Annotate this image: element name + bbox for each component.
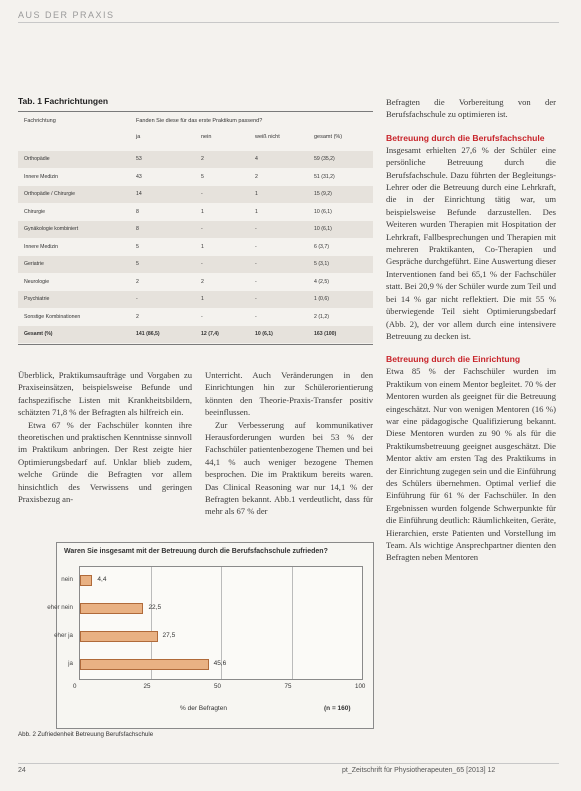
table-cell: Psychiatrie (24, 296, 50, 302)
section-heading: Betreuung durch die Berufsfachschule (386, 132, 545, 143)
footer-rule (18, 763, 559, 764)
table-cell: 1 (201, 296, 204, 302)
table-cell: Gynäkologie kombiniert (24, 226, 79, 232)
table-cell: 141 (86,5) (136, 331, 160, 337)
table-row (18, 274, 373, 291)
table-cell: 5 (3,1) (314, 261, 329, 267)
table-cell: 1 (255, 191, 258, 197)
table-cell: - (255, 243, 257, 250)
table-cell: 2 (255, 173, 258, 180)
paragraph: Unterricht. Auch Veränderungen in den Einrichtungen hin zur Schülerorientierung könnten den Theorie-Praxis-Transfer positiv beeinflussen. (205, 370, 373, 418)
chart-n-label: (n = 160) (324, 705, 351, 712)
table-question: Fanden Sie diese für das erste Praktikum passend? (136, 118, 263, 124)
table-top-rule (18, 111, 373, 112)
text-column-right (386, 96, 556, 564)
chart-value-label: 4,4 (97, 576, 107, 583)
page-number: 24 (18, 767, 26, 774)
chart-x-tick: 50 (214, 683, 221, 690)
chart-gridline (292, 567, 293, 679)
table-bottom-rule (18, 344, 373, 345)
table-cell: 43 (136, 173, 142, 180)
table-cell: - (201, 313, 203, 320)
figure-caption: Abb. 2 Zufriedenheit Betreuung Berufsfachschule (18, 731, 154, 738)
paragraph: Befragten die Vorbereitung von der Berufsfachschule zu optimieren ist. (386, 97, 556, 120)
table-row (18, 326, 373, 343)
table-title: Tab. 1 Fachrichtungen (18, 96, 109, 106)
table-cell: Orthopädie / Chirurgie (24, 191, 76, 197)
table-cell: 2 (136, 313, 139, 320)
table-row (18, 186, 373, 203)
table-cell: - (255, 278, 257, 285)
paragraph: Insgesamt erhielten 27,6 % der Schüler eine persönliche Betreuung durch die Berufsfachschule. Dazu führten der Begleitungs-Lehrer oder die Betreuung durch eine Lehrkraft, die in der Einrichtung tätig war, um beispielsweise Befunde darzustellen. Des Weiteren wurden Therapien mit Hospitation der Lehrkraft, Fallbesprechungen und Therapien mit mehreren Praktikanten, Co-Therapien und Gespräche durchgeführt. Eine Auswertung dieser Interventionen fand bei 65,1 % der Fachschüler statt. Bei 20,9 % der Schüler wurde zum Teil und bei 14 % gar nicht reflektiert. Die mit 55 % überwiegende Teil sieht Optimierungsbedarf (Abb. 2), der vor allem durch eine intensivere Betreuung zu decken ist. (386, 144, 556, 341)
table-row (18, 309, 373, 326)
chart-category-label: eher ja (54, 632, 73, 639)
table-cell: 6 (3,7) (314, 243, 329, 250)
table-row (18, 256, 373, 273)
chart-value-label: 22,5 (148, 604, 162, 611)
text-column-left (18, 369, 192, 505)
chart-x-tick: 100 (355, 683, 366, 690)
chart-x-tick: 75 (284, 683, 292, 690)
table-cell: 1 (201, 243, 204, 250)
section-heading: Betreuung durch die Einrichtung (386, 354, 521, 365)
chart-bar (80, 631, 158, 642)
table-header-label: Fachrichtung (24, 118, 56, 124)
table-cell: 2 (201, 278, 204, 285)
table-cell: 1 (201, 208, 204, 215)
table-cell: 4 (255, 156, 258, 162)
header-rule (18, 22, 559, 23)
table-cell: 4 (2,5) (314, 278, 329, 285)
table-cell: - (201, 261, 203, 267)
chart-title: Waren Sie insgesamt mit der Betreuung durch die Berufsfachschule zufrieden? (64, 548, 328, 555)
running-header: AUS DER PRAXIS (18, 10, 115, 20)
journal-footer: pt_Zeitschrift für Physiotherapeuten_65 [2013] 12 (342, 767, 496, 774)
table-cell: - (201, 191, 203, 197)
table-cell: 8 (136, 226, 139, 232)
table-col-header: weiß nicht (255, 134, 280, 140)
table-row (18, 239, 373, 256)
table-cell: Orthopädie (24, 156, 50, 162)
chart-category-label: nein (61, 576, 73, 583)
table-cell: Sonstige Kombinationen (24, 313, 81, 320)
table-cell: 14 (136, 191, 142, 197)
table-col-header: ja (136, 134, 141, 140)
table-cell: 10 (6,1) (314, 226, 332, 232)
table-cell: Gesamt (%) (24, 331, 53, 337)
chart-category-label: eher nein (47, 604, 73, 611)
chart-x-label: % der Befragten (180, 705, 227, 712)
table-cell: 15 (9,2) (314, 191, 332, 197)
paragraph: Überblick, Praktikumsaufträge und Vorgaben zu Praxiseinsätzen, beispielsweise Befunde und fachspezifische Listen mit Krankheitsbildern, schätzten 71,8 % der Befragten als hilfreich ein. (18, 370, 192, 418)
table-cell: 59 (35,2) (314, 156, 335, 162)
paragraph: Etwa 85 % der Fachschüler wurden im Praktikum von einem Mentor begleitet. 70 % der Mentoren wurden als geeignet für die Betreuung eingeschätzt. Nur von wenigen Mentoren (16 %) war eine pädagogische Qualifizierung bekannt. Diese Mentoren wurden zu 90 % als für die Praktikumsbetreuung geeignet ausgeschätzt. Die Mentor aktiv am ersten Tag des Praktikums in der Einrichtung zugegen sein und die Einführung des Schülers übernehmen. Optimal verlief die Einführung für 61 % der Fachschüler. In den Ergebnissen wurden folgende Schwerpunkte für die Einführung deutlich: Räumlichkeiten, Geräte, Hierarchien, erste Patienten und Vorstellung im Team. Als wichtige Ansprechpartner dienten den Befragten neben Mentoren (386, 366, 556, 563)
table-cell: - (255, 296, 257, 302)
table-cell: 51 (31,2) (314, 173, 335, 180)
chart-x-tick: 0 (73, 683, 77, 690)
table-cell: Innere Medizin (24, 173, 59, 180)
table-row (18, 221, 373, 238)
table-cell: 1 (0,6) (314, 296, 329, 302)
table-cell: 2 (1,2) (314, 313, 329, 320)
table-cell: - (255, 261, 257, 267)
chart-value-label: 45,6 (213, 660, 227, 667)
table-cell: Neurologie (24, 278, 50, 285)
table-cell: - (255, 226, 257, 232)
table-cell: 8 (136, 208, 139, 215)
chart-value-label: 27,5 (162, 632, 176, 639)
table-cell: 5 (201, 173, 204, 180)
chart-bar (80, 575, 92, 586)
table-cell: 1 (255, 208, 258, 215)
table-cell: 5 (136, 243, 139, 250)
chart-bar (80, 659, 209, 670)
table-cell: 2 (201, 156, 204, 162)
table-row (18, 291, 373, 308)
table-row (18, 151, 373, 168)
chart-x-tick: 25 (143, 683, 151, 690)
table-cell: 5 (136, 261, 139, 267)
text-column-middle (205, 369, 373, 518)
table-cell: - (255, 313, 257, 320)
table-cell: 2 (136, 278, 139, 285)
table-row (18, 204, 373, 221)
table-cell: 12 (7,4) (201, 331, 219, 337)
table-cell: 163 (100) (314, 331, 337, 337)
table-cell: - (201, 226, 203, 232)
table-cell: Innere Medizin (24, 243, 59, 250)
table-cell: 10 (6,1) (255, 331, 273, 337)
chart-category-label: ja (68, 660, 73, 667)
table-cell: 10 (6,1) (314, 208, 332, 215)
table-cell: Geriatrie (24, 261, 44, 267)
chart-bar (80, 603, 143, 614)
table-cell: - (136, 296, 138, 302)
table-cell: 53 (136, 156, 142, 162)
table-col-header: gesamt (%) (314, 134, 343, 140)
table-col-header: nein (201, 134, 212, 140)
table-cell: Chirurgie (24, 208, 46, 215)
table-row (18, 169, 373, 186)
paragraph: Zur Verbesserung auf kommunikativer Herausforderungen wurden bei 53 % der Fachschüler patientenbezogene Themen und bei 44,1 % auch weniger bezogene Themen besprochen. Die im Praktikum bereits waren. Das Clinical Reasoning war nur 14,1 % der Befragten bekannt. Abb.1 verdeutlicht, dass für mehr als 67 % der (205, 419, 373, 517)
paragraph: Etwa 67 % der Fachschüler konnten ihre theoretischen und praktischen Kenntnisse sinnvoll im Praktikum anbringen. Der Rest zeigte hier Optimierungsbedarf auf. Unklar blieb zudem, welche Gründe die Befragten vor allem hinsichtlich des Verwissens und geringen Praxisbezug an- (18, 419, 192, 505)
